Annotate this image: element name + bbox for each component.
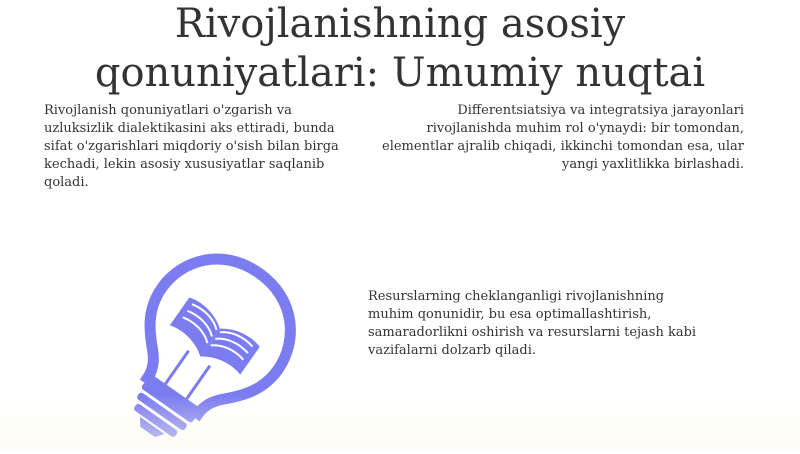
paragraph-differentiation: Differentsiatsiya va integratsiya jarayonlari rivojlanishda muhim rol o'ynaydi: bir tomondan, elementlar ajralib chiqadi, ikkinchi tomondan esa, ular yangi yaxlitlikka birlashadi. — [382, 103, 744, 172]
bottom-fade — [0, 395, 800, 449]
paragraph-development-laws: Rivojlanish qonuniyatlari o'zgarish va uzluksizlik dialektikasini aks ettiradi, bunda sifat o'zgarishlari miqdoriy o'sish bilan birga kechadi, lekin asosiy xususiyatlar saqlanib qoladi. — [44, 103, 339, 190]
slide-title — [0, 0, 800, 98]
title-line-1: Rivojlanishning asosiy — [174, 1, 626, 47]
paragraph-resources: Resurslarning cheklanganligi rivojlanishning muhim qonunidir, bu esa optimallashtirish, samaradorlikni oshirish va resurslarni tejash kabi vazifalarni dolzarb qiladi. — [368, 289, 697, 358]
title-line-2: qonuniyatlari: Umumiy nuqtai — [94, 50, 706, 96]
